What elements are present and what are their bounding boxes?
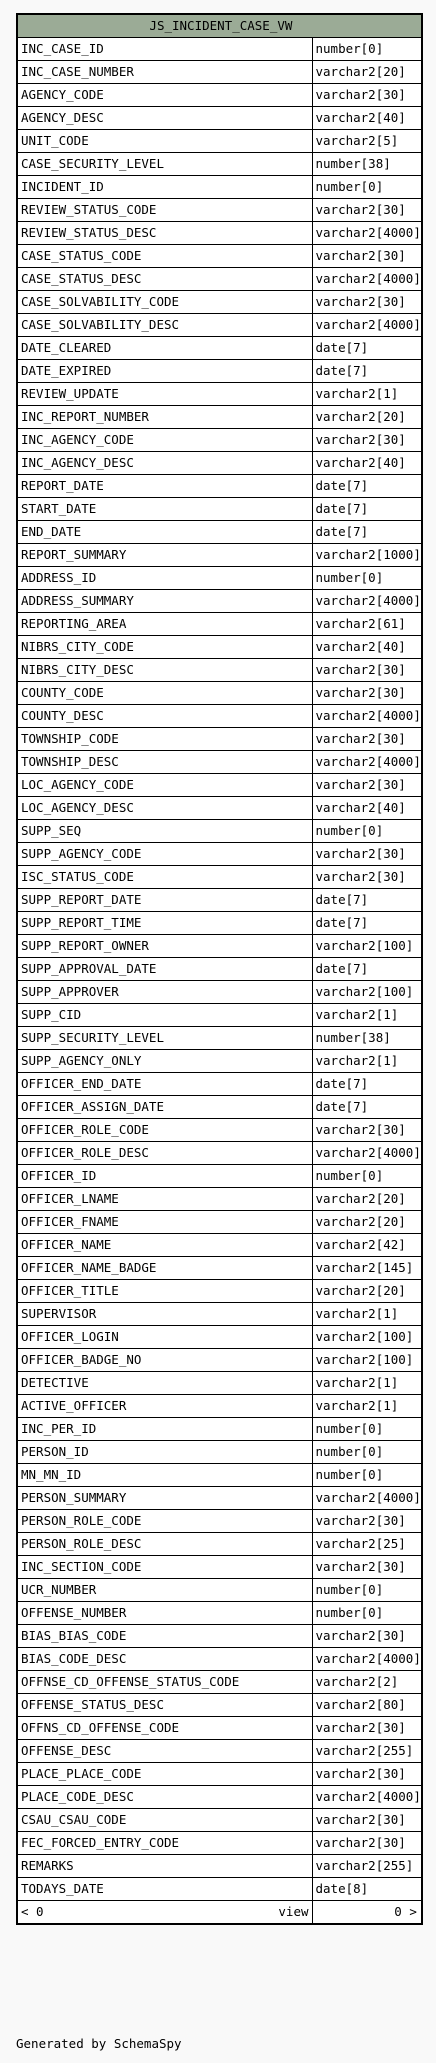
column-name[interactable]: DATE_EXPIRED: [17, 360, 312, 383]
table-row: [17, 1234, 422, 1257]
table-row: [17, 1556, 422, 1579]
table-row: [17, 1786, 422, 1809]
column-type: varchar2[145]: [312, 1257, 422, 1280]
table-title[interactable]: JS_INCIDENT_CASE_VW: [17, 14, 422, 38]
column-name[interactable]: OFFICER_ROLE_CODE: [17, 1119, 312, 1142]
column-type: varchar2[100]: [312, 1326, 422, 1349]
column-type: date[7]: [312, 958, 422, 981]
table-row: [17, 1602, 422, 1625]
table-row: [17, 153, 422, 176]
column-name[interactable]: INC_SECTION_CODE: [17, 1556, 312, 1579]
column-type: varchar2[80]: [312, 1694, 422, 1717]
column-name[interactable]: PLACE_CODE_DESC: [17, 1786, 312, 1809]
column-type: varchar2[255]: [312, 1855, 422, 1878]
column-name[interactable]: SUPP_CID: [17, 1004, 312, 1027]
column-type: varchar2[40]: [312, 797, 422, 820]
column-type: number[38]: [312, 153, 422, 176]
parent-count[interactable]: < 0: [21, 1904, 44, 1919]
column-type: date[7]: [312, 912, 422, 935]
column-type: varchar2[255]: [312, 1740, 422, 1763]
column-type: varchar2[30]: [312, 291, 422, 314]
column-name[interactable]: REPORT_DATE: [17, 475, 312, 498]
table-row: [17, 1717, 422, 1740]
column-type: number[0]: [312, 820, 422, 843]
column-name[interactable]: UCR_NUMBER: [17, 1579, 312, 1602]
table-row: [17, 544, 422, 567]
column-name[interactable]: START_DATE: [17, 498, 312, 521]
column-type: varchar2[1]: [312, 1004, 422, 1027]
column-type: varchar2[4000]: [312, 590, 422, 613]
column-type: varchar2[30]: [312, 1809, 422, 1832]
column-name[interactable]: OFFICER_ROLE_DESC: [17, 1142, 312, 1165]
column-type: varchar2[30]: [312, 84, 422, 107]
table-row: [17, 268, 422, 291]
column-name[interactable]: CSAU_CSAU_CODE: [17, 1809, 312, 1832]
column-type: varchar2[4000]: [312, 1786, 422, 1809]
table-row: [17, 1418, 422, 1441]
table-row: [17, 1165, 422, 1188]
table-row: [17, 659, 422, 682]
table-row: [17, 1855, 422, 1878]
column-name[interactable]: TOWNSHIP_CODE: [17, 728, 312, 751]
column-type: number[0]: [312, 1165, 422, 1188]
table-row: [17, 1579, 422, 1602]
column-name[interactable]: INC_PER_ID: [17, 1418, 312, 1441]
column-name[interactable]: OFFICER_END_DATE: [17, 1073, 312, 1096]
column-type: varchar2[20]: [312, 406, 422, 429]
column-type: number[0]: [312, 38, 422, 61]
column-name[interactable]: BIAS_CODE_DESC: [17, 1648, 312, 1671]
table-row: [17, 1533, 422, 1556]
column-type: varchar2[100]: [312, 935, 422, 958]
table-row: [17, 682, 422, 705]
table-row: [17, 245, 422, 268]
table-row: [17, 590, 422, 613]
column-type: varchar2[30]: [312, 245, 422, 268]
column-type: varchar2[30]: [312, 429, 422, 452]
column-name[interactable]: REVIEW_STATUS_CODE: [17, 199, 312, 222]
column-name[interactable]: SUPP_SECURITY_LEVEL: [17, 1027, 312, 1050]
column-name[interactable]: REPORTING_AREA: [17, 613, 312, 636]
column-name[interactable]: TOWNSHIP_DESC: [17, 751, 312, 774]
table-row: [17, 843, 422, 866]
table-row: [17, 452, 422, 475]
column-type: varchar2[100]: [312, 1349, 422, 1372]
table-row: [17, 337, 422, 360]
column-type: varchar2[30]: [312, 199, 422, 222]
column-name[interactable]: REPORT_SUMMARY: [17, 544, 312, 567]
column-type: varchar2[30]: [312, 774, 422, 797]
column-type: number[0]: [312, 1464, 422, 1487]
column-type: date[7]: [312, 1096, 422, 1119]
child-count[interactable]: 0 >: [394, 1904, 417, 1919]
table-row: [17, 61, 422, 84]
column-name[interactable]: PERSON_ID: [17, 1441, 312, 1464]
column-type: varchar2[4000]: [312, 314, 422, 337]
footer-right-cell: [312, 1901, 422, 1925]
column-type: varchar2[30]: [312, 866, 422, 889]
table-row: [17, 1119, 422, 1142]
column-type: varchar2[30]: [312, 1832, 422, 1855]
column-type: varchar2[30]: [312, 843, 422, 866]
column-name[interactable]: UNIT_CODE: [17, 130, 312, 153]
column-type: varchar2[30]: [312, 682, 422, 705]
column-name[interactable]: OFFICER_ASSIGN_DATE: [17, 1096, 312, 1119]
column-type: varchar2[30]: [312, 1556, 422, 1579]
column-type: varchar2[25]: [312, 1533, 422, 1556]
column-name[interactable]: INC_AGENCY_CODE: [17, 429, 312, 452]
column-name[interactable]: SUPP_APPROVAL_DATE: [17, 958, 312, 981]
column-name[interactable]: INC_CASE_NUMBER: [17, 61, 312, 84]
column-type: varchar2[1]: [312, 1303, 422, 1326]
column-name[interactable]: CASE_SOLVABILITY_DESC: [17, 314, 312, 337]
table-row: [17, 475, 422, 498]
table-row: [17, 958, 422, 981]
column-name[interactable]: INC_AGENCY_DESC: [17, 452, 312, 475]
table-row: [17, 1694, 422, 1717]
column-name[interactable]: CASE_STATUS_CODE: [17, 245, 312, 268]
column-type: varchar2[30]: [312, 1119, 422, 1142]
column-name[interactable]: ACTIVE_OFFICER: [17, 1395, 312, 1418]
table-row: [17, 1372, 422, 1395]
column-type: date[7]: [312, 475, 422, 498]
column-type: number[0]: [312, 1441, 422, 1464]
column-name[interactable]: END_DATE: [17, 521, 312, 544]
table-row: [17, 636, 422, 659]
table-row: [17, 935, 422, 958]
column-name[interactable]: CASE_STATUS_DESC: [17, 268, 312, 291]
column-name[interactable]: INCIDENT_ID: [17, 176, 312, 199]
table-row: [17, 498, 422, 521]
column-type: varchar2[30]: [312, 728, 422, 751]
footer-left-cell: [17, 1901, 312, 1925]
column-type: varchar2[4000]: [312, 268, 422, 291]
generated-by-label: Generated by SchemaSpy: [16, 2036, 182, 2051]
table-row: [17, 728, 422, 751]
column-type: varchar2[4000]: [312, 705, 422, 728]
table-row: [17, 1211, 422, 1234]
column-name[interactable]: AGENCY_DESC: [17, 107, 312, 130]
column-type: number[38]: [312, 1027, 422, 1050]
column-type: date[7]: [312, 521, 422, 544]
table-row: [17, 1832, 422, 1855]
table-row: [17, 1648, 422, 1671]
table-row: [17, 1740, 422, 1763]
table-footer: [17, 1901, 422, 1925]
column-type: varchar2[100]: [312, 981, 422, 1004]
table-row: [17, 981, 422, 1004]
column-name[interactable]: PERSON_SUMMARY: [17, 1487, 312, 1510]
column-name[interactable]: COUNTY_DESC: [17, 705, 312, 728]
table-row: [17, 199, 422, 222]
column-name[interactable]: BIAS_BIAS_CODE: [17, 1625, 312, 1648]
column-type: varchar2[30]: [312, 1717, 422, 1740]
table-row: [17, 1004, 422, 1027]
column-type: date[7]: [312, 360, 422, 383]
table-row: [17, 889, 422, 912]
column-name[interactable]: INC_CASE_ID: [17, 38, 312, 61]
column-type: varchar2[1]: [312, 1372, 422, 1395]
table-row: [17, 1073, 422, 1096]
column-type: varchar2[4000]: [312, 222, 422, 245]
column-name[interactable]: ADDRESS_ID: [17, 567, 312, 590]
column-type: varchar2[1]: [312, 1395, 422, 1418]
column-type: number[0]: [312, 567, 422, 590]
table-row: [17, 1326, 422, 1349]
column-type: date[7]: [312, 1073, 422, 1096]
table-row: [17, 1142, 422, 1165]
column-name[interactable]: OFFICER_LOGIN: [17, 1326, 312, 1349]
column-name[interactable]: PERSON_ROLE_CODE: [17, 1510, 312, 1533]
table-row: [17, 1763, 422, 1786]
column-name[interactable]: OFFNS_CD_OFFENSE_CODE: [17, 1717, 312, 1740]
table-row: [17, 1280, 422, 1303]
table-row: [17, 705, 422, 728]
column-type: varchar2[40]: [312, 452, 422, 475]
table-row: [17, 751, 422, 774]
column-type: varchar2[30]: [312, 1763, 422, 1786]
table-row: [17, 1625, 422, 1648]
table-row: [17, 84, 422, 107]
object-kind-label: view: [278, 1904, 309, 1919]
column-name[interactable]: REVIEW_STATUS_DESC: [17, 222, 312, 245]
column-type: varchar2[30]: [312, 1510, 422, 1533]
column-name[interactable]: CASE_SOLVABILITY_CODE: [17, 291, 312, 314]
column-name[interactable]: ISC_STATUS_CODE: [17, 866, 312, 889]
column-type: varchar2[1]: [312, 383, 422, 406]
table-row: [17, 314, 422, 337]
column-type: varchar2[42]: [312, 1234, 422, 1257]
table-row: [17, 429, 422, 452]
table-row: [17, 107, 422, 130]
column-type: date[7]: [312, 889, 422, 912]
table-row: [17, 1464, 422, 1487]
column-type: varchar2[1]: [312, 1050, 422, 1073]
column-name[interactable]: OFFENSE_DESC: [17, 1740, 312, 1763]
table-row: [17, 291, 422, 314]
column-name[interactable]: PLACE_PLACE_CODE: [17, 1763, 312, 1786]
column-type: varchar2[2]: [312, 1671, 422, 1694]
table-row: [17, 1671, 422, 1694]
column-name[interactable]: DATE_CLEARED: [17, 337, 312, 360]
table-row: [17, 820, 422, 843]
table-row: [17, 130, 422, 153]
column-type: varchar2[20]: [312, 61, 422, 84]
column-type: varchar2[40]: [312, 107, 422, 130]
table-row: [17, 1441, 422, 1464]
table-row: [17, 1487, 422, 1510]
column-name[interactable]: NIBRS_CITY_CODE: [17, 636, 312, 659]
column-name[interactable]: REMARKS: [17, 1855, 312, 1878]
column-name[interactable]: OFFNSE_CD_OFFENSE_STATUS_CODE: [17, 1671, 312, 1694]
column-type: varchar2[4000]: [312, 751, 422, 774]
column-type: varchar2[30]: [312, 1625, 422, 1648]
column-name[interactable]: SUPP_REPORT_OWNER: [17, 935, 312, 958]
column-name[interactable]: NIBRS_CITY_DESC: [17, 659, 312, 682]
column-type: date[7]: [312, 498, 422, 521]
column-name[interactable]: OFFICER_BADGE_NO: [17, 1349, 312, 1372]
table-row: [17, 866, 422, 889]
entity-table[interactable]: [16, 13, 423, 1925]
column-name[interactable]: OFFENSE_STATUS_DESC: [17, 1694, 312, 1717]
column-name[interactable]: PERSON_ROLE_DESC: [17, 1533, 312, 1556]
column-name[interactable]: SUPP_REPORT_TIME: [17, 912, 312, 935]
column-name[interactable]: INC_REPORT_NUMBER: [17, 406, 312, 429]
column-name[interactable]: DETECTIVE: [17, 1372, 312, 1395]
table-row: [17, 567, 422, 590]
table-row: [17, 360, 422, 383]
entity-diagram: [16, 13, 423, 1925]
column-name[interactable]: CASE_SECURITY_LEVEL: [17, 153, 312, 176]
column-name[interactable]: SUPP_APPROVER: [17, 981, 312, 1004]
table-row: [17, 1027, 422, 1050]
column-type: date[8]: [312, 1878, 422, 1901]
table-row: [17, 176, 422, 199]
table-row: [17, 1510, 422, 1533]
column-type: date[7]: [312, 337, 422, 360]
column-name[interactable]: SUPERVISOR: [17, 1303, 312, 1326]
column-name[interactable]: SUPP_SEQ: [17, 820, 312, 843]
table-row: [17, 1878, 422, 1901]
column-name[interactable]: OFFICER_NAME: [17, 1234, 312, 1257]
table-row: [17, 1257, 422, 1280]
column-name[interactable]: MN_MN_ID: [17, 1464, 312, 1487]
table-row: [17, 521, 422, 544]
column-type: number[0]: [312, 1602, 422, 1625]
column-name[interactable]: SUPP_AGENCY_ONLY: [17, 1050, 312, 1073]
column-type: varchar2[1000]: [312, 544, 422, 567]
table-row: [17, 1050, 422, 1073]
column-name[interactable]: LOC_AGENCY_DESC: [17, 797, 312, 820]
column-list: [17, 38, 422, 1901]
table-row: [17, 1188, 422, 1211]
table-row: [17, 1303, 422, 1326]
table-row: [17, 38, 422, 61]
column-name[interactable]: OFFICER_LNAME: [17, 1188, 312, 1211]
column-type: varchar2[20]: [312, 1280, 422, 1303]
table-row: [17, 774, 422, 797]
column-name[interactable]: LOC_AGENCY_CODE: [17, 774, 312, 797]
table-row: [17, 222, 422, 245]
column-name[interactable]: OFFICER_FNAME: [17, 1211, 312, 1234]
table-row: [17, 1809, 422, 1832]
column-type: varchar2[4000]: [312, 1648, 422, 1671]
column-type: varchar2[20]: [312, 1211, 422, 1234]
table-row: [17, 797, 422, 820]
column-type: varchar2[30]: [312, 659, 422, 682]
column-name[interactable]: OFFENSE_NUMBER: [17, 1602, 312, 1625]
column-name[interactable]: TODAYS_DATE: [17, 1878, 312, 1901]
column-name[interactable]: SUPP_REPORT_DATE: [17, 889, 312, 912]
table-row: [17, 1096, 422, 1119]
column-type: varchar2[4000]: [312, 1487, 422, 1510]
column-type: varchar2[5]: [312, 130, 422, 153]
table-row: [17, 912, 422, 935]
column-name[interactable]: ADDRESS_SUMMARY: [17, 590, 312, 613]
column-name[interactable]: OFFICER_NAME_BADGE: [17, 1257, 312, 1280]
table-row: [17, 406, 422, 429]
column-type: varchar2[4000]: [312, 1142, 422, 1165]
column-name[interactable]: SUPP_AGENCY_CODE: [17, 843, 312, 866]
column-type: number[0]: [312, 1579, 422, 1602]
column-name[interactable]: OFFICER_TITLE: [17, 1280, 312, 1303]
column-type: varchar2[61]: [312, 613, 422, 636]
column-name[interactable]: OFFICER_ID: [17, 1165, 312, 1188]
column-name[interactable]: FEC_FORCED_ENTRY_CODE: [17, 1832, 312, 1855]
table-row: [17, 1349, 422, 1372]
column-name[interactable]: AGENCY_CODE: [17, 84, 312, 107]
column-name[interactable]: REVIEW_UPDATE: [17, 383, 312, 406]
table-row: [17, 613, 422, 636]
column-type: number[0]: [312, 176, 422, 199]
table-row: [17, 1395, 422, 1418]
column-type: varchar2[40]: [312, 636, 422, 659]
column-name[interactable]: COUNTY_CODE: [17, 682, 312, 705]
column-type: number[0]: [312, 1418, 422, 1441]
column-type: varchar2[20]: [312, 1188, 422, 1211]
table-row: [17, 383, 422, 406]
